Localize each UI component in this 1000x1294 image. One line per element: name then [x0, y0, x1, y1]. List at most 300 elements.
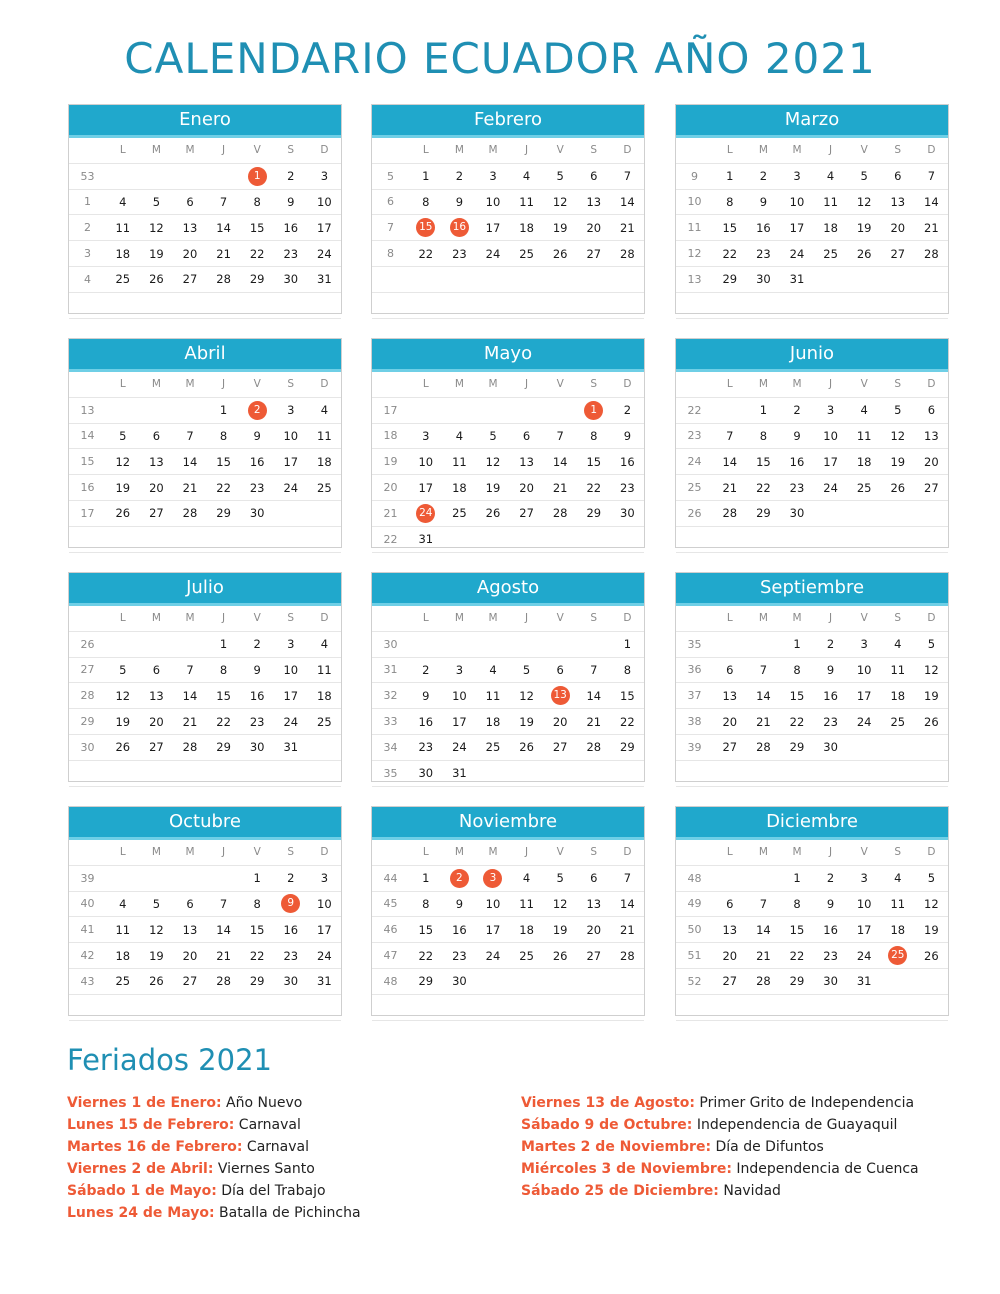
day-cell: 19 [115, 480, 131, 495]
week-number: 4 [84, 272, 91, 286]
day-cell: 29 [586, 506, 602, 521]
week-row [676, 449, 948, 475]
day-cell [274, 501, 308, 526]
week-row [372, 527, 644, 553]
weekday-label: M [488, 378, 498, 391]
day-cell: 21 [216, 246, 231, 261]
week-row [372, 424, 644, 450]
day-cell: 12 [552, 194, 568, 209]
day-cell [915, 969, 949, 994]
day-cell: 10 [283, 428, 299, 443]
day-cell: 31 [418, 532, 434, 547]
week-row [69, 683, 341, 709]
day-cell: 22 [249, 246, 265, 261]
weekday-label: L [119, 846, 126, 859]
week-row [372, 866, 644, 892]
day-cell: 31 [856, 974, 872, 989]
week-row [69, 866, 341, 892]
week-number: 12 [687, 247, 702, 261]
day-cell [510, 969, 544, 994]
week-row [69, 632, 341, 658]
holiday-day [577, 398, 611, 423]
day-cell [140, 398, 174, 423]
day-cell: 30 [283, 272, 299, 287]
day-cell: 21 [586, 714, 602, 729]
day-cell [106, 398, 140, 423]
week-row [69, 527, 341, 553]
holiday-day [443, 866, 477, 891]
week-number: 50 [687, 923, 702, 937]
holiday-name: Día de Difuntos [711, 1139, 824, 1155]
weekday-label: J [525, 846, 529, 859]
day-cell: 6 [152, 662, 161, 677]
week-number: 1 [84, 195, 91, 209]
day-cell: 11 [115, 922, 131, 937]
day-cell: 23 [823, 714, 838, 729]
week-row [372, 995, 644, 1021]
week-row [676, 866, 948, 892]
day-cell: 14 [552, 454, 568, 469]
day-cell: 4 [894, 871, 902, 886]
day-cell: 22 [418, 246, 434, 261]
week-number: 39 [80, 871, 95, 885]
week-number: 41 [80, 923, 95, 937]
day-cell: 20 [722, 948, 738, 963]
day-cell: 24 [317, 948, 332, 963]
day-cell: 16 [823, 922, 838, 937]
day-cell: 3 [826, 403, 835, 418]
weekday-label: S [287, 612, 295, 625]
day-cell: 23 [452, 246, 467, 261]
holiday-date: Sábado 9 de Octubre: [521, 1117, 693, 1133]
day-cell: 14 [182, 454, 198, 469]
week-number: 2 [84, 221, 91, 235]
week-number: 26 [80, 637, 95, 651]
week-number: 22 [687, 403, 702, 417]
day-cell: 25 [485, 740, 501, 755]
week-number-header [69, 138, 106, 163]
weekday-label: M [488, 612, 498, 625]
week-number-header [69, 840, 106, 865]
day-cell: 31 [789, 272, 805, 287]
week-row [676, 241, 948, 267]
weekday-label: M [758, 612, 768, 625]
holiday-item [67, 1158, 361, 1180]
month-name: Enero [69, 105, 341, 138]
month-marzo [675, 104, 949, 314]
weekday-label: S [894, 378, 902, 391]
week-row [676, 969, 948, 995]
weekday-header-row [676, 372, 948, 398]
day-cell: 16 [452, 922, 467, 937]
weekday-label: M [454, 378, 464, 391]
day-cell: 20 [552, 714, 568, 729]
weekday-label: L [726, 144, 733, 157]
day-cell [476, 632, 510, 657]
holiday-item [521, 1114, 919, 1136]
day-cell [106, 632, 140, 657]
day-cell: 15 [249, 220, 265, 235]
day-cell: 18 [452, 480, 467, 495]
day-cell: 11 [317, 428, 332, 443]
week-number: 48 [383, 974, 398, 988]
day-cell: 20 [586, 220, 602, 235]
holiday-name: Año Nuevo [221, 1095, 303, 1111]
day-cell: 19 [519, 714, 534, 729]
day-cell: 28 [756, 740, 771, 755]
weekday-label: J [829, 144, 833, 157]
day-cell: 21 [182, 480, 198, 495]
day-cell: 5 [556, 169, 564, 184]
day-cell: 14 [620, 896, 635, 911]
day-cell: 12 [890, 428, 906, 443]
weekday-label: S [287, 144, 295, 157]
day-cell: 7 [219, 194, 228, 209]
day-cell: 4 [119, 896, 127, 911]
month-name: Octubre [69, 807, 341, 840]
week-number: 27 [80, 663, 95, 677]
day-cell: 24 [485, 246, 501, 261]
day-cell: 7 [623, 169, 632, 184]
month-enero [68, 104, 342, 314]
day-cell [814, 501, 848, 526]
day-cell: 19 [485, 480, 501, 495]
weekday-label: D [320, 144, 329, 157]
weekday-label: M [151, 144, 161, 157]
holiday-item [67, 1180, 361, 1202]
holiday-day [881, 943, 915, 968]
holiday-item [521, 1092, 919, 1114]
weekday-label: S [590, 378, 598, 391]
holiday-name: Carnaval [242, 1139, 309, 1155]
week-row [676, 1021, 948, 1045]
day-cell [915, 501, 949, 526]
day-cell [543, 398, 577, 423]
day-cell: 31 [283, 740, 299, 755]
day-cell: 25 [856, 480, 872, 495]
day-cell: 7 [726, 428, 734, 443]
week-row [676, 267, 948, 293]
day-cell: 26 [856, 246, 872, 261]
weekday-label: M [151, 378, 161, 391]
day-cell: 23 [823, 948, 838, 963]
weekday-label: V [556, 378, 564, 391]
day-cell: 27 [552, 740, 568, 755]
day-cell: 4 [455, 428, 464, 443]
day-cell: 15 [620, 688, 635, 703]
week-row [69, 449, 341, 475]
holiday-marker: 2 [450, 869, 469, 888]
day-cell: 6 [590, 871, 598, 886]
weekday-label: M [792, 612, 802, 625]
week-number: 39 [687, 740, 702, 754]
holiday-marker: 1 [248, 167, 267, 186]
week-row [676, 892, 948, 918]
weekday-label: S [894, 144, 902, 157]
week-number-header [676, 138, 713, 163]
week-row [372, 501, 644, 527]
day-cell: 28 [924, 246, 939, 261]
day-cell: 21 [722, 480, 738, 495]
weekday-label: S [590, 846, 598, 859]
weekday-header-row [676, 840, 948, 866]
week-row [372, 892, 644, 918]
day-cell: 5 [522, 662, 531, 677]
day-cell: 15 [789, 922, 805, 937]
week-row [372, 761, 644, 787]
week-number: 40 [80, 897, 95, 911]
day-cell: 30 [452, 974, 467, 989]
day-cell: 25 [519, 948, 534, 963]
day-cell: 29 [722, 272, 738, 287]
day-cell [847, 501, 881, 526]
week-row [372, 190, 644, 216]
holiday-name: Independencia de Guayaquil [692, 1117, 898, 1133]
holiday-day [443, 215, 477, 240]
holiday-item [67, 1092, 361, 1114]
weekday-label: M [151, 846, 161, 859]
weekday-label: V [860, 144, 868, 157]
day-cell: 10 [317, 194, 332, 209]
holiday-name: Batalla de Pichincha [214, 1205, 361, 1221]
week-number: 8 [387, 247, 394, 261]
day-cell: 5 [152, 194, 161, 209]
weekday-label: J [525, 144, 529, 157]
day-cell: 28 [216, 974, 231, 989]
holiday-item [67, 1202, 361, 1224]
day-cell: 14 [756, 922, 771, 937]
weekday-label: J [222, 144, 226, 157]
month-octubre [68, 806, 342, 1016]
holiday-date: Viernes 13 de Agosto: [521, 1095, 695, 1111]
day-cell: 19 [115, 714, 131, 729]
day-cell [140, 632, 174, 657]
day-cell: 8 [793, 896, 801, 911]
week-number: 3 [84, 247, 91, 261]
day-cell: 7 [759, 896, 768, 911]
week-row [69, 969, 341, 995]
weekday-label: D [623, 144, 632, 157]
day-cell: 4 [826, 169, 835, 184]
day-cell: 9 [826, 896, 835, 911]
week-row [372, 1021, 644, 1045]
weekday-header-row [372, 606, 644, 632]
day-cell: 8 [219, 428, 228, 443]
day-cell: 30 [789, 506, 805, 521]
day-cell: 25 [452, 506, 467, 521]
weekday-label: J [829, 846, 833, 859]
day-cell: 9 [793, 428, 801, 443]
day-cell: 1 [219, 403, 228, 418]
day-cell: 3 [860, 871, 868, 886]
month-febrero [371, 104, 645, 314]
day-cell [476, 398, 510, 423]
day-cell: 9 [253, 662, 261, 677]
day-cell: 21 [216, 948, 231, 963]
holiday-item [521, 1158, 919, 1180]
week-number: 48 [687, 871, 702, 885]
weekday-label: D [320, 846, 329, 859]
week-row [676, 164, 948, 190]
day-cell: 12 [552, 896, 568, 911]
holiday-item [67, 1136, 361, 1158]
week-row [372, 683, 644, 709]
day-cell: 10 [485, 896, 501, 911]
day-cell: 12 [485, 454, 501, 469]
day-cell: 15 [216, 688, 231, 703]
week-number-header [372, 840, 409, 865]
week-row [676, 424, 948, 450]
day-cell: 23 [249, 480, 265, 495]
weekday-label: M [454, 612, 464, 625]
day-cell: 4 [522, 871, 531, 886]
day-cell: 25 [317, 480, 332, 495]
day-cell [173, 866, 207, 891]
week-number: 16 [80, 481, 95, 495]
weekday-label: L [119, 144, 126, 157]
week-number: 13 [80, 403, 95, 417]
day-cell: 24 [823, 480, 838, 495]
weekday-label: J [222, 378, 226, 391]
day-cell: 11 [452, 454, 467, 469]
month-name: Diciembre [676, 807, 948, 840]
day-cell: 6 [894, 169, 902, 184]
week-number: 49 [687, 897, 702, 911]
week-number: 52 [687, 974, 702, 988]
holiday-date: Viernes 2 de Abril: [67, 1161, 214, 1177]
weekday-label: V [860, 378, 868, 391]
day-cell: 9 [455, 896, 464, 911]
day-cell: 21 [924, 220, 939, 235]
day-cell: 20 [182, 246, 198, 261]
day-cell: 29 [789, 974, 805, 989]
weekday-label: V [253, 144, 261, 157]
holiday-name: Carnaval [234, 1117, 301, 1133]
day-cell: 6 [152, 428, 161, 443]
holiday-marker: 16 [450, 218, 469, 237]
week-number: 34 [383, 740, 398, 754]
day-cell [543, 761, 577, 786]
day-cell: 2 [826, 637, 835, 652]
day-cell [173, 164, 207, 189]
day-cell: 30 [418, 766, 434, 781]
weekday-header-row [69, 840, 341, 866]
day-cell: 17 [856, 688, 872, 703]
day-cell: 11 [317, 662, 332, 677]
day-cell: 28 [722, 506, 738, 521]
holiday-marker: 25 [888, 946, 907, 965]
day-cell: 29 [756, 506, 771, 521]
day-cell: 7 [186, 428, 194, 443]
day-cell: 24 [789, 246, 805, 261]
holiday-date: Sábado 25 de Diciembre: [521, 1183, 719, 1199]
day-cell: 15 [756, 454, 771, 469]
day-cell [543, 969, 577, 994]
week-number-header [676, 606, 713, 631]
weekday-label: V [860, 846, 868, 859]
day-cell: 5 [927, 637, 936, 652]
holiday-marker: 15 [416, 218, 435, 237]
week-row [69, 658, 341, 684]
day-cell: 10 [317, 896, 332, 911]
day-cell [308, 501, 342, 526]
day-cell: 19 [924, 922, 939, 937]
holiday-name: Día del Trabajo [216, 1183, 326, 1199]
day-cell [611, 969, 645, 994]
day-cell: 2 [826, 871, 835, 886]
day-cell: 9 [826, 662, 835, 677]
day-cell: 21 [182, 714, 198, 729]
weekday-label: V [556, 612, 564, 625]
day-cell [747, 632, 781, 657]
day-cell: 27 [182, 272, 198, 287]
day-cell: 18 [890, 922, 906, 937]
month-name: Abril [69, 339, 341, 372]
day-cell: 29 [249, 974, 265, 989]
day-cell: 15 [789, 688, 805, 703]
day-cell: 19 [552, 922, 568, 937]
day-cell: 18 [890, 688, 906, 703]
month-junio [675, 338, 949, 548]
day-cell: 27 [149, 506, 164, 521]
day-cell: 22 [722, 246, 738, 261]
day-cell [713, 398, 747, 423]
weekday-label: M [792, 378, 802, 391]
day-cell: 9 [422, 688, 430, 703]
day-cell: 20 [149, 480, 164, 495]
day-cell: 28 [620, 246, 635, 261]
holiday-marker: 2 [248, 401, 267, 420]
weekday-label: L [422, 144, 429, 157]
week-row [69, 241, 341, 267]
holiday-name: Primer Grito de Independencia [694, 1095, 915, 1111]
day-cell [173, 398, 207, 423]
day-cell: 2 [793, 403, 801, 418]
day-cell [713, 866, 747, 891]
day-cell: 29 [216, 740, 231, 755]
day-cell: 30 [249, 506, 265, 521]
weekday-label: M [454, 144, 464, 157]
week-number: 7 [387, 221, 394, 235]
holiday-date: Viernes 1 de Enero: [67, 1095, 222, 1111]
day-cell: 13 [722, 688, 738, 703]
day-cell: 25 [115, 272, 131, 287]
month-septiembre [675, 572, 949, 782]
week-row [69, 293, 341, 319]
week-number: 19 [383, 455, 398, 469]
day-cell: 16 [249, 688, 265, 703]
day-cell: 13 [149, 454, 164, 469]
day-cell: 9 [759, 194, 768, 209]
day-cell: 17 [789, 220, 805, 235]
day-cell: 18 [317, 688, 332, 703]
day-cell: 8 [726, 194, 734, 209]
day-cell: 17 [485, 220, 501, 235]
day-cell: 25 [317, 714, 332, 729]
day-cell [173, 632, 207, 657]
day-cell: 22 [789, 714, 805, 729]
day-cell: 19 [856, 220, 872, 235]
day-cell: 20 [586, 922, 602, 937]
day-cell [713, 632, 747, 657]
weekday-label: J [829, 378, 833, 391]
day-cell: 25 [890, 714, 906, 729]
day-cell: 12 [149, 220, 164, 235]
day-cell: 8 [759, 428, 768, 443]
week-number-header [372, 138, 409, 163]
day-cell: 17 [317, 922, 332, 937]
day-cell: 16 [789, 454, 805, 469]
